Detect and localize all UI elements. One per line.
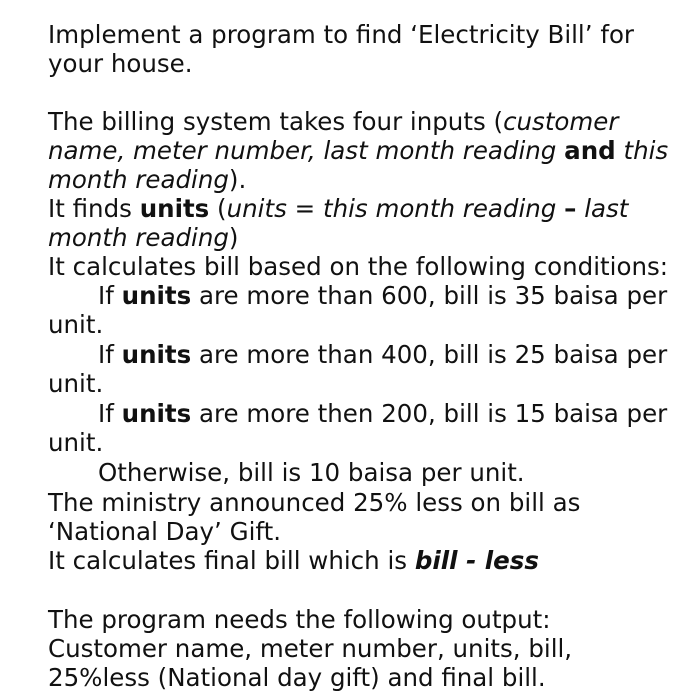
inputs-line-1: The billing system takes four inputs (customer: [48, 107, 619, 136]
inputs-line-2: name, meter number, last month reading and this: [48, 136, 669, 165]
condition-400-cont: unit.: [48, 369, 104, 398]
conditions-heading: It calculates bill based on the following conditions:: [48, 252, 668, 281]
units-definition-line-2: month reading): [48, 223, 239, 252]
output-line-3: 25%less (National day gift) and final bill.: [48, 663, 546, 692]
output-line-2: Customer name, meter number, units, bill,: [48, 634, 573, 663]
condition-200-cont: unit.: [48, 428, 104, 457]
condition-600: If units are more than 600, bill is 35 baisa per: [98, 281, 668, 310]
gift-line-2: ‘National Day’ Gift.: [48, 517, 282, 546]
intro-line-2: your house.: [48, 49, 193, 78]
condition-400: If units are more than 400, bill is 25 baisa per: [98, 340, 668, 369]
inputs-line-3: month reading).: [48, 165, 247, 194]
units-definition-line-1: It finds units (units = this month reading – last: [48, 194, 629, 223]
condition-600-cont: unit.: [48, 310, 104, 339]
intro-line-1: Implement a program to find ‘Electricity Bill’ for: [48, 20, 635, 49]
output-line-1: The program needs the following output:: [48, 605, 551, 634]
final-bill-line: It calculates final bill which is bill - less: [48, 546, 539, 575]
condition-otherwise: Otherwise, bill is 10 baisa per unit.: [98, 458, 525, 487]
condition-200: If units are more then 200, bill is 15 baisa per: [98, 399, 668, 428]
gift-line-1: The ministry announced 25% less on bill as: [48, 488, 581, 517]
